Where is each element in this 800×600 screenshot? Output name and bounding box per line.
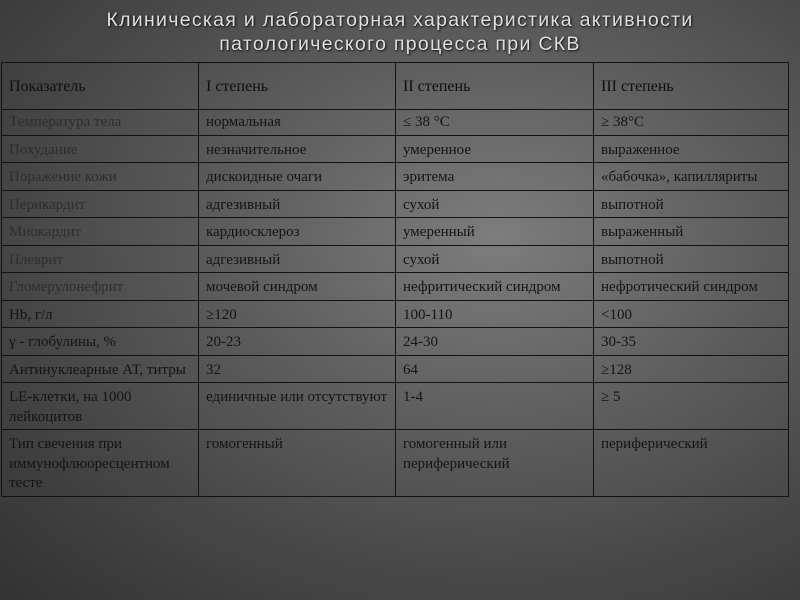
header-degree-1: I степень [199,63,396,110]
row-label: Температура тела [2,110,199,136]
table-cell: сухой [396,190,594,218]
slide-title-line-2: патологического процесса при СКВ [219,33,581,55]
table-row [2,300,789,328]
activity-table [1,62,789,497]
row-label: Hb, г/л [2,300,199,328]
table-cell: ≥128 [594,355,789,383]
row-label: Плеврит [2,245,199,273]
table-cell: 30-35 [594,328,789,356]
table-header-row [2,63,789,110]
table-cell: нефротический синдром [594,273,789,301]
table-cell: <100 [594,300,789,328]
row-label: Перикардит [2,190,199,218]
table-cell: мочевой синдром [199,273,396,301]
table-cell: 24-30 [396,328,594,356]
table-row [2,245,789,273]
table-cell: 20-23 [199,328,396,356]
table-cell: выпотной [594,190,789,218]
table-cell: выраженное [594,135,789,163]
row-label: Похудание [2,135,199,163]
table-cell: 1-4 [396,383,594,430]
table-cell: выраженный [594,218,789,246]
table-cell: «бабочка», капилляриты [594,163,789,191]
table-cell: адгезивный [199,245,396,273]
table-cell: единичные или отсутствуют [199,383,396,430]
table-cell: ≥ 5 [594,383,789,430]
slide-title [40,8,760,56]
table-cell: дискоидные очаги [199,163,396,191]
table-cell: периферический [594,430,789,497]
table-row [2,430,789,497]
table-row [2,328,789,356]
slide-title-line-1: Клиническая и лабораторная характеристика активности [106,9,694,31]
table-cell: нефритический синдром [396,273,594,301]
table-row [2,273,789,301]
table-cell: ≤ 38 °C [396,110,594,136]
table-cell: ≥ 38°C [594,110,789,136]
table-row [2,355,789,383]
row-label: Тип свечения при иммунофлюоресцентном тесте [2,430,199,497]
table-row [2,135,789,163]
table-cell: гомогенный или периферический [396,430,594,497]
row-label: LE-клетки, на 1000 лейкоцитов [2,383,199,430]
table-cell: выпотной [594,245,789,273]
row-label: Гломерулонефрит [2,273,199,301]
table-cell: 64 [396,355,594,383]
table-cell: сухой [396,245,594,273]
table-cell: эритема [396,163,594,191]
table-cell: умеренный [396,218,594,246]
header-degree-3: III степень [594,63,789,110]
row-label: Поражение кожи [2,163,199,191]
row-label: γ - глобулины, % [2,328,199,356]
table-cell: 100-110 [396,300,594,328]
table-cell: гомогенный [199,430,396,497]
header-degree-2: II степень [396,63,594,110]
table-row [2,190,789,218]
table-cell: нормальная [199,110,396,136]
table-cell: кардиосклероз [199,218,396,246]
table-row [2,218,789,246]
table-cell: незначительное [199,135,396,163]
row-label: Антинуклеарные АТ, титры [2,355,199,383]
table-cell: умеренное [396,135,594,163]
row-label: Миокардит [2,218,199,246]
table-row [2,383,789,430]
table-row [2,110,789,136]
table-cell: адгезивный [199,190,396,218]
header-indicator: Показатель [2,63,199,110]
table-cell: ≥120 [199,300,396,328]
table-cell: 32 [199,355,396,383]
table-row [2,163,789,191]
